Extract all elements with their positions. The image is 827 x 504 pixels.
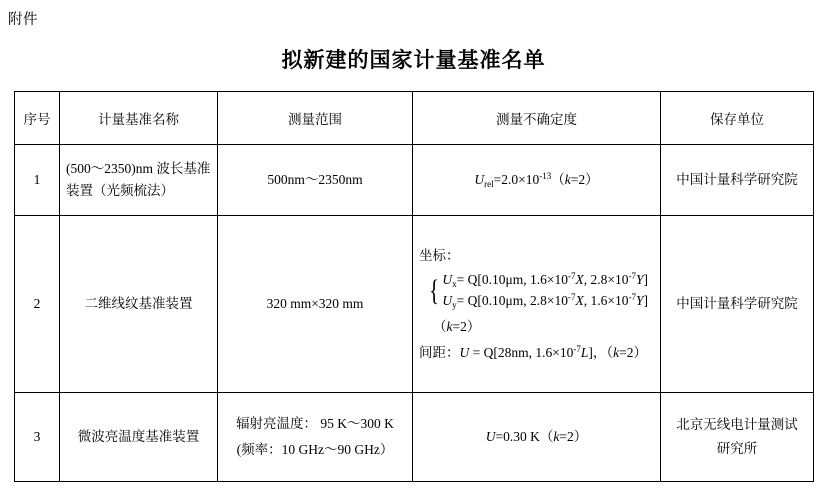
cell-name-1: (500～2350)nm 波长基准装置（光频梳法） bbox=[60, 145, 218, 216]
range-line-2: (频率：10 GHz～90 GHz） bbox=[236, 442, 394, 457]
cell-org-3 bbox=[661, 393, 814, 482]
cell-name-3: 微波亮温度基准装置 bbox=[60, 393, 218, 482]
uncertainty-coord-label: 坐标： bbox=[419, 247, 460, 263]
column-header-no: 序号 bbox=[15, 92, 60, 145]
page-title: 拟新建的国家计量基准名单 bbox=[281, 48, 546, 72]
cell-no-2: 2 bbox=[15, 216, 60, 393]
standards-table bbox=[14, 91, 814, 482]
column-header-org: 保存单位 bbox=[661, 92, 814, 145]
table-row bbox=[15, 393, 814, 482]
table-row bbox=[15, 145, 814, 216]
column-header-range: 测量范围 bbox=[218, 92, 413, 145]
column-header-uncertainty: 测量不确定度 bbox=[413, 92, 661, 145]
cell-uncertainty-3: U=0.30 K（k=2） bbox=[413, 393, 661, 482]
uncertainty-brace-group bbox=[427, 270, 654, 312]
cell-no-3: 3 bbox=[15, 393, 60, 482]
uncertainty-spacing: 间距：U = Q[28nm, $1.6\times 10^{-7}L$]，（k=2） bbox=[419, 343, 647, 360]
uncertainty-k-value: （k=2） bbox=[433, 319, 481, 335]
attachment-label: 附件 bbox=[8, 12, 38, 28]
uncertainty-line-y: $U_y= Q[0.10\mu m$, $2.8\times 10^{-7}X$, $1.6\times 10^{-7}Y$] bbox=[442, 292, 649, 311]
uncertainty-line-x: $U_x= Q[0.10\mu m$, $1.6\times 10^{-7}X$, $2.8\times 10^{-7}Y$] bbox=[442, 271, 649, 290]
cell-range-3 bbox=[218, 393, 413, 482]
left-brace-icon: { bbox=[429, 274, 440, 308]
org-line-1: 北京无线电计量测试 bbox=[676, 416, 798, 432]
cell-uncertainty-1: $U_{rel}=2.0\times 10^{-13}(k=2)$ bbox=[413, 145, 661, 216]
org-line-2: 研究所 bbox=[716, 441, 758, 456]
cell-uncertainty-2 bbox=[413, 216, 661, 393]
cell-range-1: 500nm～2350nm bbox=[218, 145, 413, 216]
table-header-row bbox=[15, 92, 814, 145]
cell-org-1: 中国计量科学研究院 bbox=[661, 145, 814, 216]
cell-range-2: 320 mm×320 mm bbox=[218, 216, 413, 393]
cell-no-1: 1 bbox=[15, 145, 60, 216]
table-row bbox=[15, 216, 814, 393]
cell-org-2: 中国计量科学研究院 bbox=[661, 216, 814, 393]
cell-name-2: 二维线纹基准装置 bbox=[60, 216, 218, 393]
range-line-1: 辐射亮温度： 95 K～300 K bbox=[236, 416, 394, 432]
column-header-name: 计量基准名称 bbox=[60, 92, 218, 145]
